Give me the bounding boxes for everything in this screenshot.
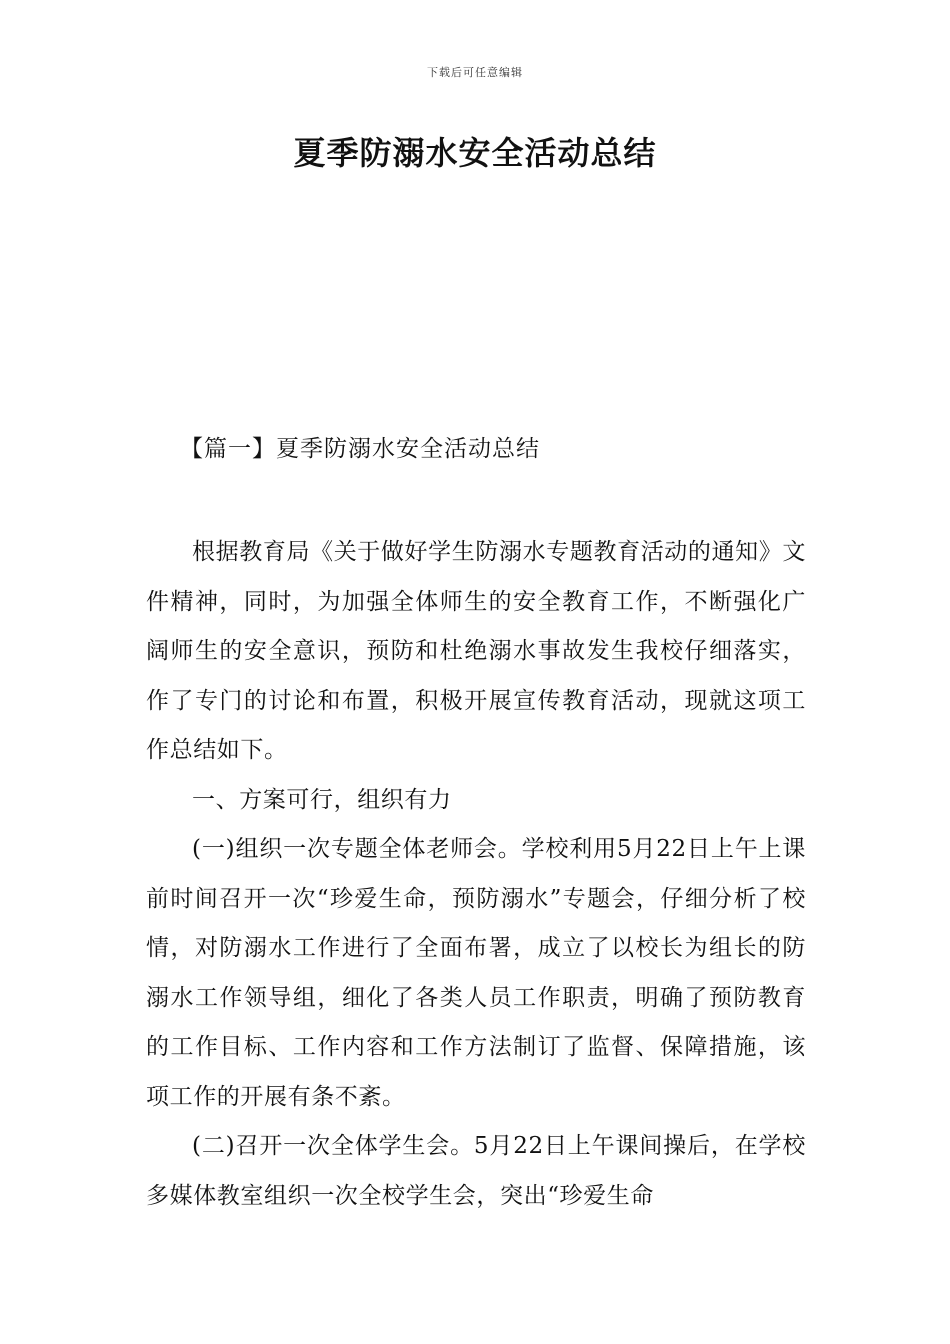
paragraph-heading-1: 一、方案可行，组织有力 <box>192 786 452 813</box>
paragraph-intro: 根据教育局《关于做好学生防溺水专题教育活动的通知》文件精神，同时，为加强全体师生的安全教育工作，不断强化广阔师生的安全意识，预防和杜绝溺水事故发生我校仔细落实，作了专门的讨论和布置，积极开展宣传教育活动，现就这项工作总结如下。 <box>146 539 806 763</box>
paragraph-item-1: (一)组织一次专题全体老师会。学校利用5月22日上午上课前时间召开一次“珍爱生命，预防溺水”专题会，仔细分析了校情，对防溺水工作进行了全面布署，成立了以校长为组长的防溺水工作领导组，细化了各类人员工作职责，明确了预防教育的工作目标、工作内容和工作方法制订了监督、保障措施，该项工作的开展有条不紊。 <box>146 836 806 1110</box>
document-title: 夏季防溺水安全活动总结 <box>293 134 657 172</box>
header-note: 下载后可任意编辑 <box>427 66 523 79</box>
document-body <box>146 528 806 1221</box>
section-heading: 【篇一】夏季防溺水安全活动总结 <box>180 436 540 462</box>
paragraph-item-2: (二)召开一次全体学生会。5月22日上午课间操后，在学校多媒体教室组织一次全校学生会，突出“珍爱生命 <box>146 1133 806 1209</box>
